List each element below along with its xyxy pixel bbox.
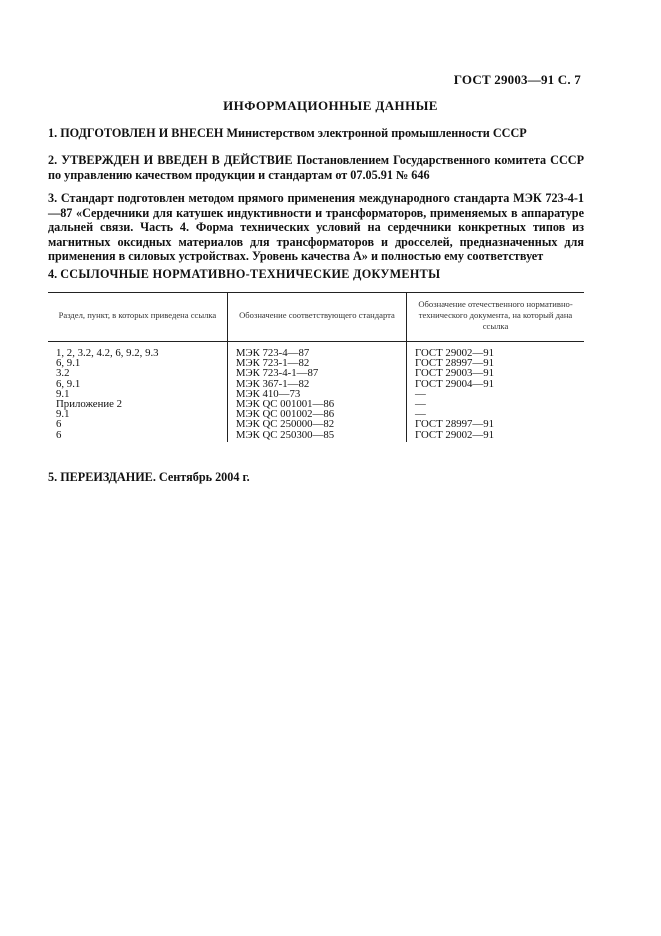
table-cell: 3.2	[56, 367, 70, 380]
table-cell: 1, 2, 3.2, 4.2, 6, 9.2, 9.3	[56, 347, 159, 359]
table-cell: 9.1	[56, 408, 70, 421]
column-standards	[227, 342, 406, 442]
table-cell: —	[415, 387, 426, 400]
table-cell: —	[415, 398, 426, 411]
table-cell: ГОСТ 28997—91	[415, 357, 495, 370]
column-national-docs	[407, 342, 584, 442]
item-text: Министерством электронной промышленности СССР	[226, 126, 527, 140]
table-body	[48, 342, 584, 442]
item-lead: УТВЕРЖДЕН И ВВЕДЕН В ДЕЙСТВИЕ	[61, 153, 293, 167]
item-number: 3.	[48, 191, 58, 205]
references-table	[48, 292, 584, 442]
info-item-3	[48, 191, 584, 264]
item-text: Стандарт подготовлен методом прямого применения международного стандарта МЭК 723-4-1—87 «Сердечники для катушек индуктивности и трансформаторов, применяемых в аппаратуре дальней связи. Часть 4. Форма технических условий на сердечники конкретных типов из магнитных оксидных материалов для трансформаторов и дросселей, предназначенных для применения в силовых устройствах. Уровень качества А» и полностью ему соответствует	[48, 191, 585, 263]
table-cell: ГОСТ 29003—91	[415, 367, 495, 380]
item-number: 4.	[48, 267, 58, 281]
item-text: Постановлением Государственного комитета СССР по управлению качеством продукции и стандартам от 07.05.91 № 646	[48, 153, 585, 182]
column-sections	[48, 342, 227, 442]
item-text: Сентябрь 2004 г.	[158, 470, 250, 484]
table-cell: ГОСТ 29004—91	[415, 377, 495, 390]
info-item-1	[48, 126, 584, 141]
table-cell: Приложение 2	[56, 398, 123, 411]
item-number: 5.	[48, 470, 58, 484]
info-item-2	[48, 153, 584, 182]
table-cell: —	[415, 408, 426, 421]
table-cell: МЭК 723-4-1—87	[235, 367, 319, 380]
table-cell: МЭК QC 250000—82	[235, 418, 335, 431]
table-cell: МЭК QC 001002—86	[235, 408, 335, 421]
table-cell: 6	[56, 428, 62, 441]
document-title: ИНФОРМАЦИОННЫЕ ДАННЫЕ	[223, 98, 438, 113]
table-cell: ГОСТ 29002—91	[415, 428, 495, 441]
page-header: ГОСТ 29003—91 С. 7	[453, 72, 581, 87]
item-lead: ПЕРЕИЗДАНИЕ.	[60, 470, 156, 484]
table-cell: 6, 9.1	[56, 357, 81, 370]
table-cell: МЭК 367-1—82	[235, 377, 310, 390]
table-cell: 6, 9.1	[56, 377, 81, 390]
table-cell: МЭК 410—73	[235, 387, 301, 400]
table-cell: 6	[56, 418, 62, 431]
table-cell: МЭК QC 250300—85	[235, 428, 335, 441]
table-cell: МЭК 723-4—87	[235, 347, 310, 359]
table-cell: МЭК 723-1—82	[235, 357, 310, 370]
table-header-row	[48, 293, 584, 342]
item-lead: ПОДГОТОВЛЕН И ВНЕСЕН	[60, 126, 224, 140]
column-header-standard: Обозначение соответствующего стандарта	[227, 293, 406, 342]
table-cell: 9.1	[56, 387, 70, 400]
item-number: 2.	[48, 153, 58, 167]
column-header-section: Раздел, пункт, в которых приведена ссылка	[48, 293, 227, 342]
info-item-5	[48, 470, 584, 485]
column-header-national-doc: Обозначение отечественного нормативно-технического документа, на который дана ссылка	[407, 293, 584, 342]
table-cell: ГОСТ 28997—91	[415, 418, 495, 431]
section-heading: ССЫЛОЧНЫЕ НОРМАТИВНО-ТЕХНИЧЕСКИЕ ДОКУМЕНТЫ	[60, 267, 441, 281]
info-item-4	[48, 267, 584, 282]
table-cell: МЭК QC 001001—86	[235, 398, 335, 411]
item-number: 1.	[48, 126, 58, 140]
table-cell: ГОСТ 29002—91	[415, 347, 495, 359]
